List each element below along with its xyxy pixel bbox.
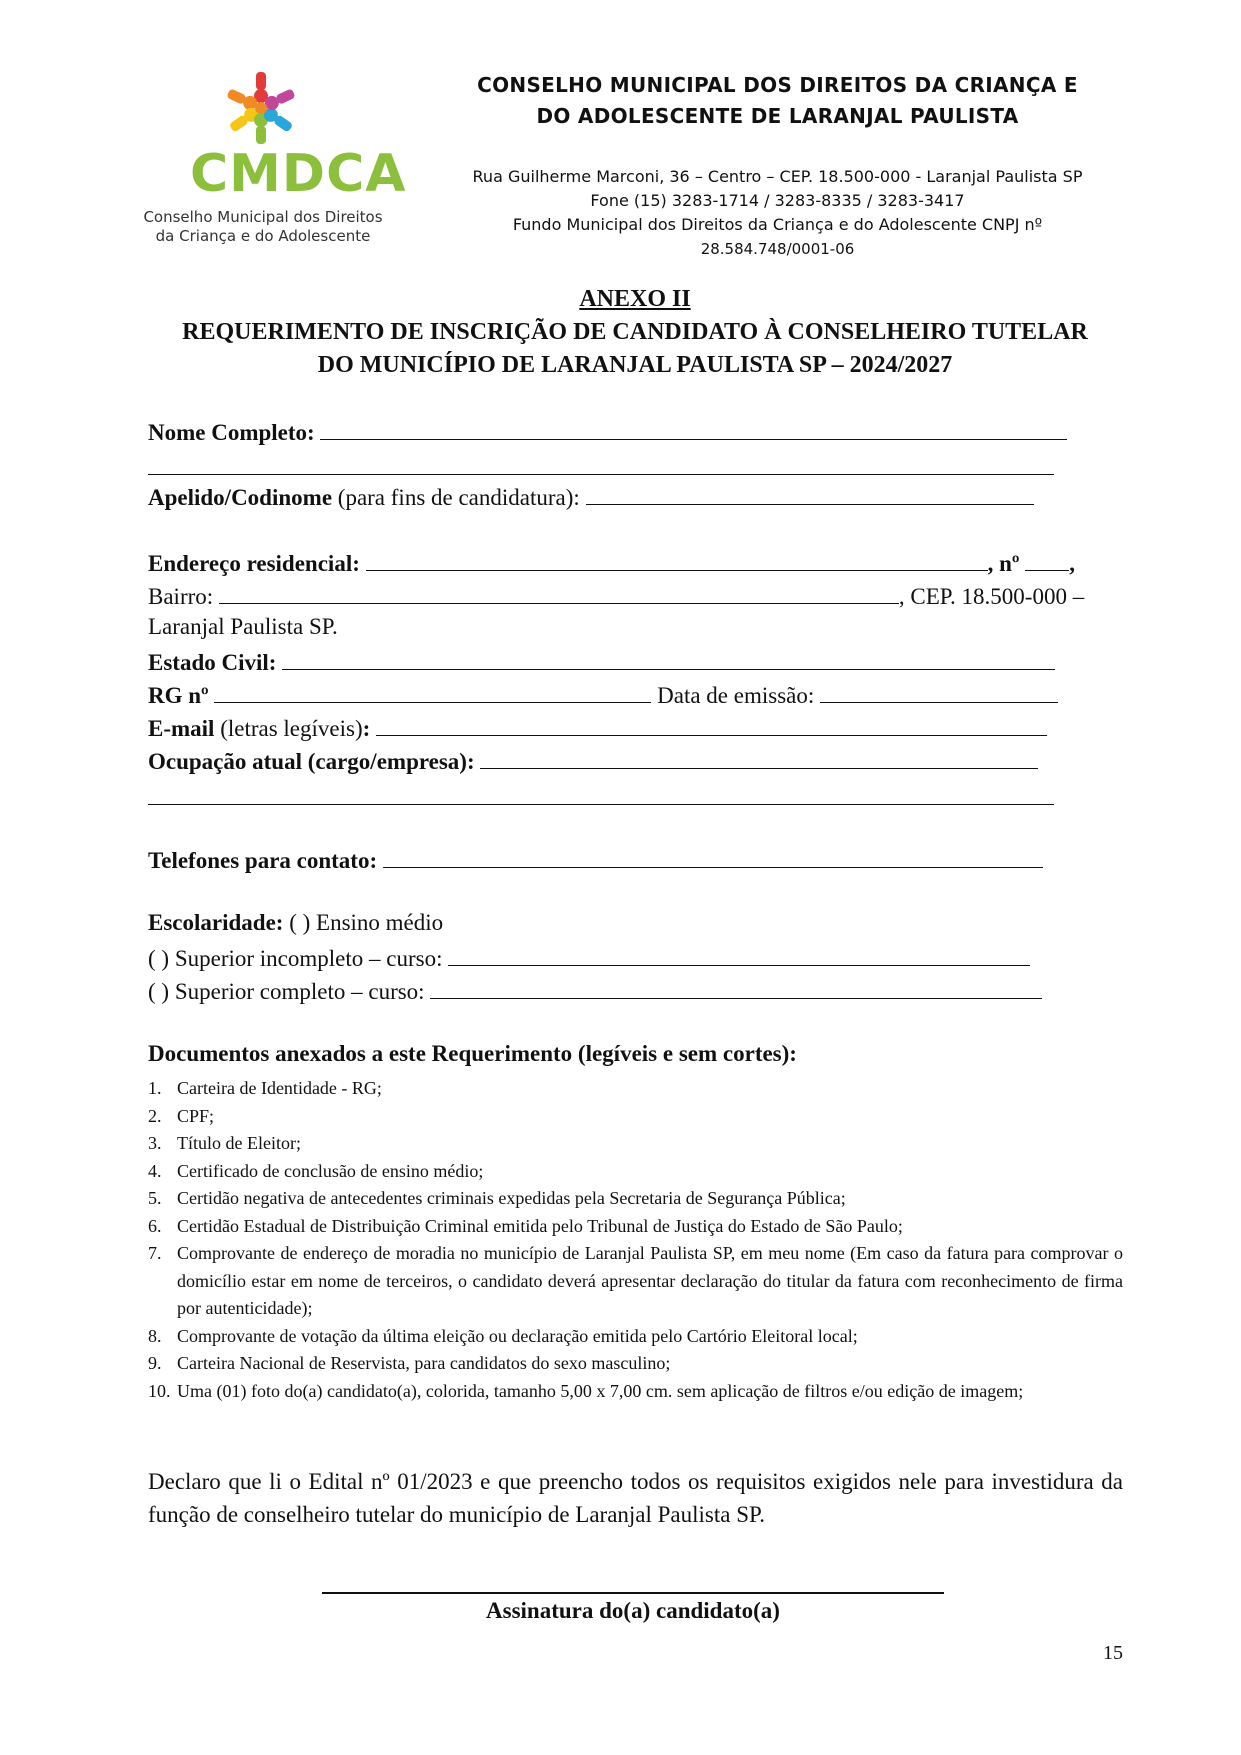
name-label: Nome Completo: [148,420,315,445]
civil-status-field-row [148,647,1055,676]
issue-date-input-line[interactable] [820,680,1058,703]
occupation-label: Ocupação atual (cargo/empresa): [148,749,475,774]
list-item: 2. CPF; [148,1105,215,1126]
logo-acronym: CMDCA [190,144,407,204]
org-line-1: CONSELHO MUNICIPAL DOS DIREITOS DA CRIANÇA E [477,73,1078,97]
name-input-line[interactable] [320,417,1067,440]
occupation-continuation-line[interactable] [148,804,1054,805]
list-item: 6. Certidão Estadual de Distribuição Criminal emitida pelo Tribunal de Justiça do Estado de São Paulo; [148,1215,903,1236]
list-item: 7. Comprovante de endereço de moradia no município de Laranjal Paulista SP, em meu nome (Em caso da fatura para comprovar o domicílio estar em nome de terceiros, o candidato deverá apresentar declaração do titular da fatura com reconhecimento de firma por autenticidade); [148,1243,1123,1318]
title-line-1: REQUERIMENTO DE INSCRIÇÃO DE CANDIDATO À CONSELHEIRO TUTELAR [182,319,1088,345]
annex-title: ANEXO II [579,286,691,312]
education-row [148,910,443,936]
logo-subtitle-2: da Criança e do Adolescente [155,227,371,245]
name-continuation-line[interactable] [148,474,1054,475]
documents-title: Documentos anexados a este Requerimento (legíveis e sem cortes): [148,1041,797,1066]
occupation-input-line[interactable] [480,746,1038,769]
org-contact [430,165,1125,261]
number-label: , nº [987,551,1020,576]
address-label: Endereço residencial: [148,551,360,576]
name-field-row [148,417,1067,446]
nickname-input-line[interactable] [586,482,1034,505]
education-complete-row [148,976,1042,1005]
education-option-high-school[interactable]: ( ) Ensino médio [283,910,444,935]
email-colon: : [362,716,371,741]
address-input-line[interactable] [366,548,988,571]
email-label: E-mail [148,716,215,741]
education-option-complete[interactable]: ( ) Superior completo – curso: [148,979,425,1004]
civil-status-label: Estado Civil: [148,650,277,675]
number-input-line[interactable] [1025,548,1069,571]
email-input-line[interactable] [376,713,1047,736]
declaration-text: Declaro que li o Edital nº 01/2023 e que preencho todos os requisitos exigidos nele para investidura da função de conselheiro tutelar do município de Laranjal Paulista SP. [148,1469,1123,1527]
hands-logo-icon [216,68,306,148]
incomplete-course-input-line[interactable] [448,943,1030,966]
civil-status-input-line[interactable] [282,647,1055,670]
city-text: Laranjal Paulista SP. [148,614,338,639]
phones-label: Telefones para contato: [148,848,378,873]
complete-course-input-line[interactable] [430,976,1042,999]
phones-field-row [148,845,1043,874]
title-line-2: DO MUNICÍPIO DE LARANJAL PAULISTA SP – 2024/2027 [317,352,953,378]
nickname-note: (para fins de candidatura): [332,485,580,510]
list-item: 4. Certificado de conclusão de ensino médio; [148,1160,484,1181]
list-item: 9. Carteira Nacional de Reservista, para candidatos do sexo masculino; [148,1353,671,1373]
issue-date-label: Data de emissão: [657,683,815,708]
org-fund: Fundo Municipal dos Direitos da Criança e do Adolescente CNPJ nº [512,215,1043,234]
org-name [430,70,1125,132]
cep-text: , CEP. 18.500-000 – [898,584,1085,609]
org-phone: Fone (15) 3283-1714 / 3283-8335 / 3283-3417 [590,191,965,210]
neighborhood-label: Bairro: [148,584,214,609]
rg-field-row [148,680,1058,709]
list-item: 5. Certidão negativa de antecedentes criminais expedidas pela Secretaria de Segurança Pública; [148,1188,846,1208]
document-title [140,283,1130,382]
list-item: 10. Uma (01) foto do(a) candidato(a), colorida, tamanho 5,00 x 7,00 cm. sem aplicação de filtros e/ou edição de imagem; [148,1380,1024,1401]
signature-label: Assinatura do(a) candidato(a) [486,1598,780,1623]
occupation-field-row [148,746,1038,775]
list-item: 1. Carteira de Identidade - RG; [148,1078,382,1098]
education-option-incomplete[interactable]: ( ) Superior incompleto – curso: [148,946,443,971]
org-cnpj: 28.584.748/0001-06 [700,240,855,258]
education-label: Escolaridade: [148,910,284,935]
org-line-2: DO ADOLESCENTE DE LARANJAL PAULISTA [536,104,1019,128]
logo-subtitle-1: Conselho Municipal dos Direitos [143,208,383,226]
rg-input-line[interactable] [214,680,651,703]
nickname-field-row [148,482,1034,511]
education-incomplete-row [148,943,1030,972]
email-field-row [148,713,1047,742]
neighborhood-field-row [148,581,1084,610]
documents-list [148,1075,1123,1405]
rg-label: RG nº [148,683,209,708]
cmdca-logo [138,68,407,258]
signature-line[interactable] [322,1592,944,1594]
list-item: 3. Título de Eleitor; [148,1133,301,1153]
phones-input-line[interactable] [383,845,1043,868]
address-field-row: Endereço residencial: , nº , [148,548,1075,577]
org-address: Rua Guilherme Marconi, 36 – Centro – CEP. 18.500-000 - Laranjal Paulista SP [472,167,1083,186]
nickname-label: Apelido/Codinome [148,485,333,510]
neighborhood-input-line[interactable] [219,581,899,604]
email-note: (letras legíveis) [214,716,363,741]
page-number: 15 [1103,1642,1123,1664]
list-item: 8. Comprovante de votação da última eleição ou declaração emitida pelo Cartório Eleitoral local; [148,1325,858,1346]
